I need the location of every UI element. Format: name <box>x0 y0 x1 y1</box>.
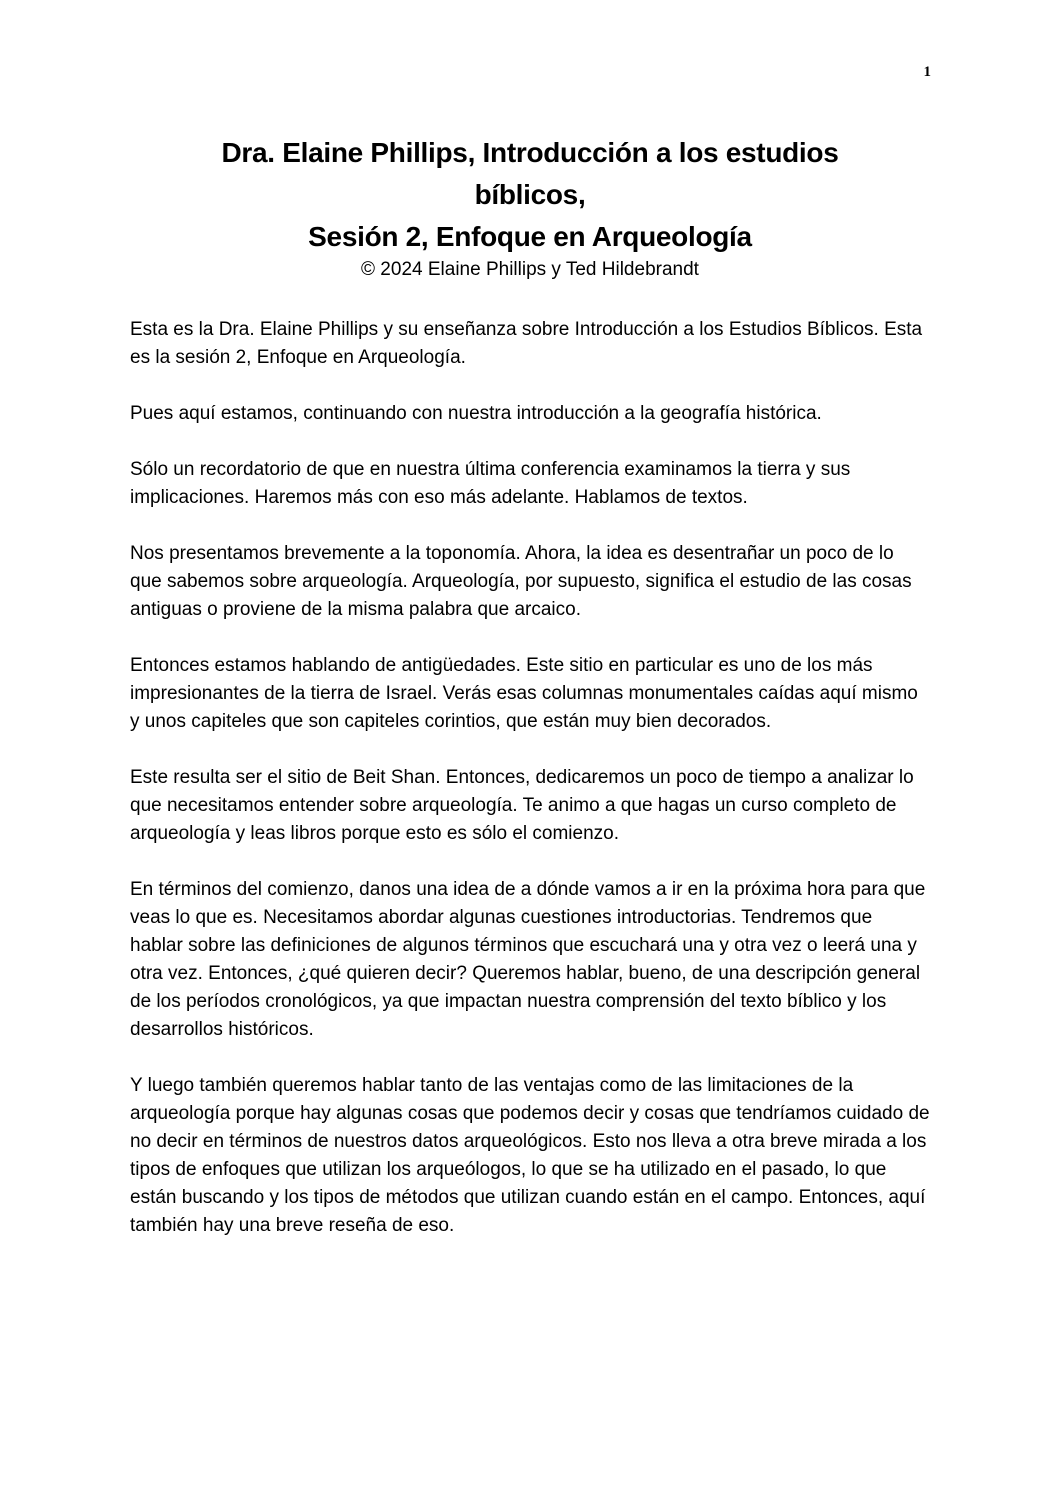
page-number: 1 <box>923 64 931 80</box>
document-title-line-1: Dra. Elaine Phillips, Introducción a los estudios <box>221 137 839 168</box>
paragraph: Pues aquí estamos, continuando con nuestra introducción a la geografía histórica. <box>130 403 822 424</box>
document-title-line-2: bíblicos, <box>474 179 586 210</box>
paragraph: Este resulta ser el sitio de Beit Shan. Entonces, dedicaremos un poco de tiempo a analizar lo que necesitamos entender sobre arqueología. Te animo a que hagas un curso completo de arqueología y leas libros porque esto es sólo el comienzo. <box>130 767 914 844</box>
paragraph: Sólo un recordatorio de que en nuestra última conferencia examinamos la tierra y sus implicaciones. Haremos más con eso más adelante. Hablamos de textos. <box>130 459 851 508</box>
paragraph: Esta es la Dra. Elaine Phillips y su enseñanza sobre Introducción a los Estudios Bíblicos. Esta es la sesión 2, Enfoque en Arqueología. <box>130 319 923 368</box>
paragraph: Nos presentamos brevemente a la toponomía. Ahora, la idea es desentrañar un poco de lo que sabemos sobre arqueología. Arqueología, por supuesto, significa el estudio de las cosas antiguas o proviene de la misma palabra que arcaico. <box>130 543 912 620</box>
copyright-notice: © 2024 Elaine Phillips y Ted Hildebrandt <box>361 259 699 280</box>
paragraph: En términos del comienzo, danos una idea de a dónde vamos a ir en la próxima hora para que veas lo que es. Necesitamos abordar algunas cuestiones introductorias. Tendremos que hablar sobre las definiciones de algunos términos que escuchará una y otra vez o leerá una y otra vez. Entonces, ¿qué quieren decir? Queremos hablar, bueno, de una descripción general de los períodos cronológicos, ya que impactan nuestra comprensión del texto bíblico y los desarrollos históricos. <box>130 879 926 1040</box>
body-text <box>130 316 930 1268</box>
title-block <box>130 132 930 282</box>
paragraph: Y luego también queremos hablar tanto de las ventajas como de las limitaciones de la arqueología porque hay algunas cosas que podemos decir y cosas que tendríamos cuidado de no decir en términos de nuestros datos arqueológicos. Esto nos lleva a otra breve mirada a los tipos de enfoques que utilizan los arqueólogos, lo que se ha utilizado en el pasado, lo que están buscando y los tipos de métodos que utilizan cuando están en el campo. Entonces, aquí también hay una breve reseña de eso. <box>130 1075 930 1236</box>
document-title-line-3: Sesión 2, Enfoque en Arqueología <box>308 221 752 252</box>
paragraph: Entonces estamos hablando de antigüedades. Este sitio en particular es uno de los más impresionantes de la tierra de Israel. Verás esas columnas monumentales caídas aquí mismo y unos capiteles que son capiteles corintios, que están muy bien decorados. <box>130 655 918 732</box>
